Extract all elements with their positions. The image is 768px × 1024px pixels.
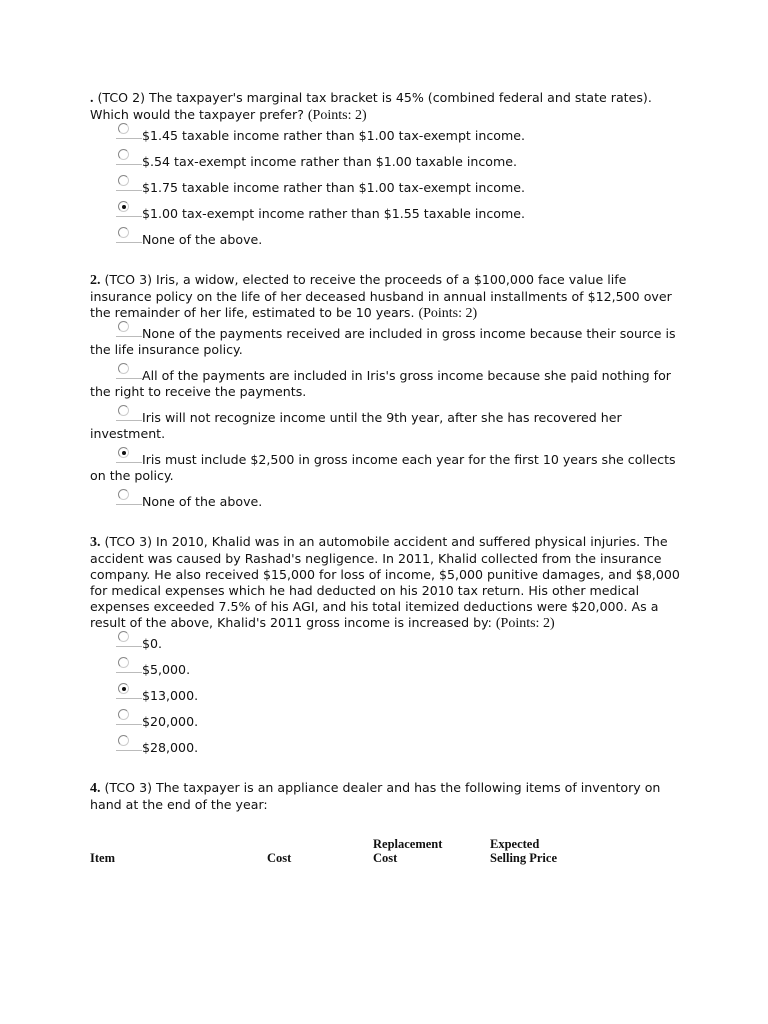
question-text: . (TCO 2) The taxpayer's marginal tax bracket is 45% (combined federal and state rates). Which would the taxpayer prefer? (Points: 2) <box>90 90 652 123</box>
header-expected-selling-price: Expected Selling Price <box>490 837 557 865</box>
radio-button-selected[interactable] <box>118 447 129 458</box>
option-label: Iris will not recognize income until the 9th year, after she has recovered her investment. <box>90 410 622 441</box>
header-replacement-cost: Replacement Cost <box>373 837 443 865</box>
answer-option[interactable] <box>90 180 690 196</box>
radio-button[interactable] <box>118 709 129 720</box>
question-text: 4. (TCO 3) The taxpayer is an appliance dealer and has the following items of inventory on hand at the end of the year: <box>90 780 661 812</box>
header-cost: Cost <box>267 851 292 865</box>
answer-option[interactable] <box>90 714 690 730</box>
header-item: Item <box>90 851 115 865</box>
question-number: 2. <box>90 273 101 288</box>
question-number: . <box>90 91 94 106</box>
answer-option[interactable] <box>90 494 690 510</box>
answer-option[interactable] <box>90 232 690 248</box>
answer-option[interactable] <box>90 154 690 170</box>
radio-button[interactable] <box>118 227 129 238</box>
answer-options <box>90 636 690 756</box>
answer-option[interactable] <box>90 740 690 756</box>
question-number: 3. <box>90 535 101 550</box>
points-label: (Points: 2) <box>418 306 478 321</box>
option-label: $28,000. <box>142 740 199 755</box>
option-label: $0. <box>142 636 163 651</box>
option-label: $1.75 taxable income rather than $1.00 tax-exempt income. <box>142 180 526 195</box>
radio-button[interactable] <box>118 489 129 500</box>
answer-option[interactable] <box>90 206 690 222</box>
radio-button-selected[interactable] <box>118 201 129 212</box>
answer-option[interactable] <box>90 688 690 704</box>
radio-button[interactable] <box>118 405 129 416</box>
answer-option[interactable] <box>90 128 690 144</box>
radio-button-selected[interactable] <box>118 683 129 694</box>
answer-option[interactable] <box>90 368 690 400</box>
radio-button[interactable] <box>118 363 129 374</box>
radio-button[interactable] <box>118 175 129 186</box>
question-text: 3. (TCO 3) In 2010, Khalid was in an automobile accident and suffered physical injuries. The accident was caused by Rashad's negligence. In 2011, Khalid collected from the insurance company. He also received $15,000 for loss of income, $5,000 punitive damages, and $8,000 for medical expenses which he had deducted on his 2010 tax return. His other medical expenses exceeded 7.5% of his AGI, and his total itemized deductions were $20,000. As a result of the above, Khalid's 2011 gross income is increased by: (Points: 2) <box>90 534 680 631</box>
question-text: 2. (TCO 3) Iris, a widow, elected to receive the proceeds of a $100,000 face value life insurance policy on the life of her deceased husband in annual installments of $12,500 over the remainder of her life, estimated to be 10 years. (Points: 2) <box>90 272 672 321</box>
radio-button[interactable] <box>118 149 129 160</box>
option-label: $.54 tax-exempt income rather than $1.00 taxable income. <box>142 154 517 169</box>
answer-options <box>90 128 690 248</box>
radio-button[interactable] <box>118 631 129 642</box>
answer-option[interactable] <box>90 452 690 484</box>
question-1 <box>90 90 690 248</box>
radio-button[interactable] <box>118 123 129 134</box>
points-label: (Points: 2) <box>307 108 367 123</box>
option-label: None of the payments received are included in gross income because their source is the life insurance policy. <box>90 326 676 357</box>
option-label: Iris must include $2,500 in gross income each year for the first 10 years she collects on the policy. <box>90 452 676 483</box>
question-4 <box>90 780 690 865</box>
radio-button[interactable] <box>118 321 129 332</box>
question-number: 4. <box>90 781 101 796</box>
answer-option[interactable] <box>90 636 690 652</box>
table-header-row <box>90 831 650 865</box>
option-label: All of the payments are included in Iris's gross income because she paid nothing for the right to receive the payments. <box>90 368 671 399</box>
option-label: $5,000. <box>142 662 191 677</box>
option-label: $1.00 tax-exempt income rather than $1.55 taxable income. <box>142 206 526 221</box>
radio-button[interactable] <box>118 735 129 746</box>
quiz-page <box>90 90 690 889</box>
points-label: (Points: 2) <box>495 616 555 631</box>
question-3 <box>90 534 690 756</box>
answer-option[interactable] <box>90 326 690 358</box>
option-label: $1.45 taxable income rather than $1.00 tax-exempt income. <box>142 128 526 143</box>
option-label: None of the above. <box>142 232 263 247</box>
inventory-table <box>90 831 650 865</box>
question-2 <box>90 272 690 510</box>
radio-button[interactable] <box>118 657 129 668</box>
answer-option[interactable] <box>90 410 690 442</box>
answer-option[interactable] <box>90 662 690 678</box>
option-label: None of the above. <box>142 494 263 509</box>
answer-options <box>90 326 690 510</box>
option-label: $13,000. <box>142 688 199 703</box>
option-label: $20,000. <box>142 714 199 729</box>
